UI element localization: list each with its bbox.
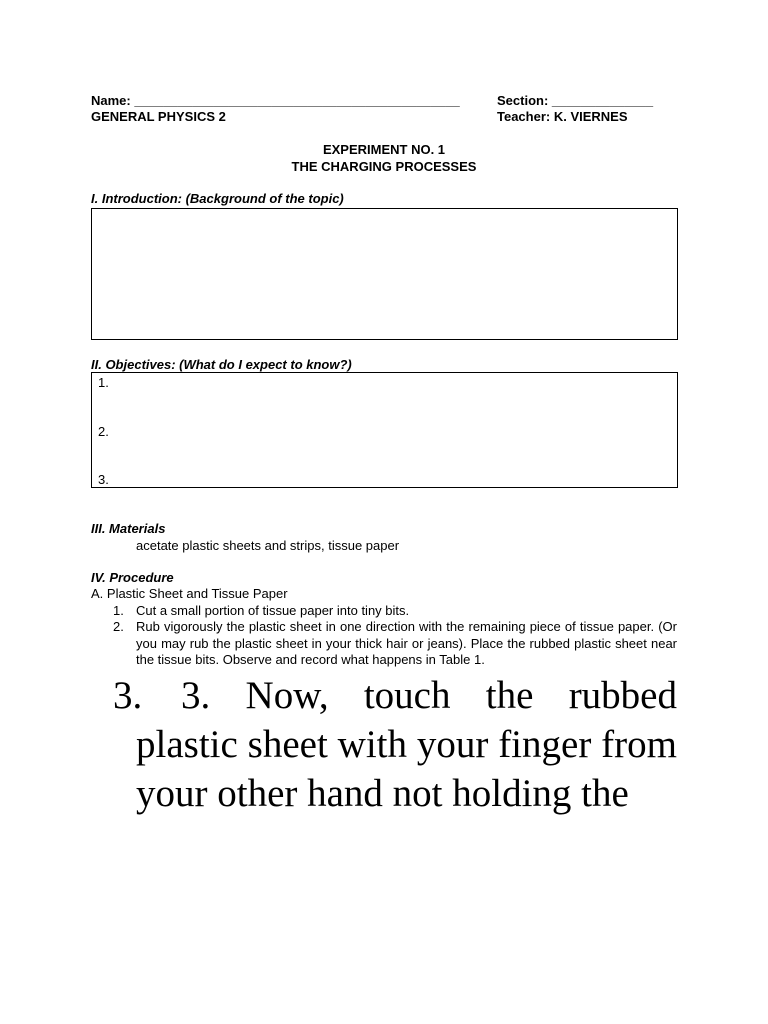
materials-list: acetate plastic sheets and strips, tissue paper <box>136 538 400 553</box>
step-text-large: 3. Now, touch the rubbed plastic sheet with your finger from your other hand not holding the <box>136 674 677 815</box>
introduction-heading: I. Introduction: (Background of the topic) <box>91 191 344 206</box>
step-number: 2. <box>113 619 124 634</box>
teacher-name: Teacher: K. VIERNES <box>497 109 628 124</box>
name-field-label: Name: _____________________________________________ <box>91 93 460 108</box>
objectives-heading: II. Objectives: (What do I expect to know?) <box>91 357 352 372</box>
procedure-subheading: A. Plastic Sheet and Tissue Paper <box>91 586 288 601</box>
introduction-answer-box[interactable] <box>91 208 678 340</box>
experiment-number: EXPERIMENT NO. 1 <box>322 142 446 157</box>
objective-item: 1. <box>98 375 109 390</box>
objective-item: 2. <box>98 424 109 439</box>
objectives-answer-box[interactable] <box>91 372 678 488</box>
materials-heading: III. Materials <box>91 521 166 536</box>
step-number: 1. <box>113 603 124 618</box>
section-field-label: Section: ______________ <box>497 93 654 108</box>
step-text: Rub vigorously the plastic sheet in one direction with the remaining piece of tissue paper. (Or you may rub the plastic sheet in your thick hair or jeans). Place the rubbed plastic sheet near the tissue bits. Observe and record what happens in Table 1. <box>136 619 677 667</box>
course-name: GENERAL PHYSICS 2 <box>91 109 226 124</box>
objective-item: 3. <box>98 472 109 487</box>
experiment-title: THE CHARGING PROCESSES <box>291 159 477 174</box>
step-text: Cut a small portion of tissue paper into tiny bits. <box>136 603 410 618</box>
procedure-heading: IV. Procedure <box>91 570 174 585</box>
step-number-large: 3. <box>113 674 143 717</box>
